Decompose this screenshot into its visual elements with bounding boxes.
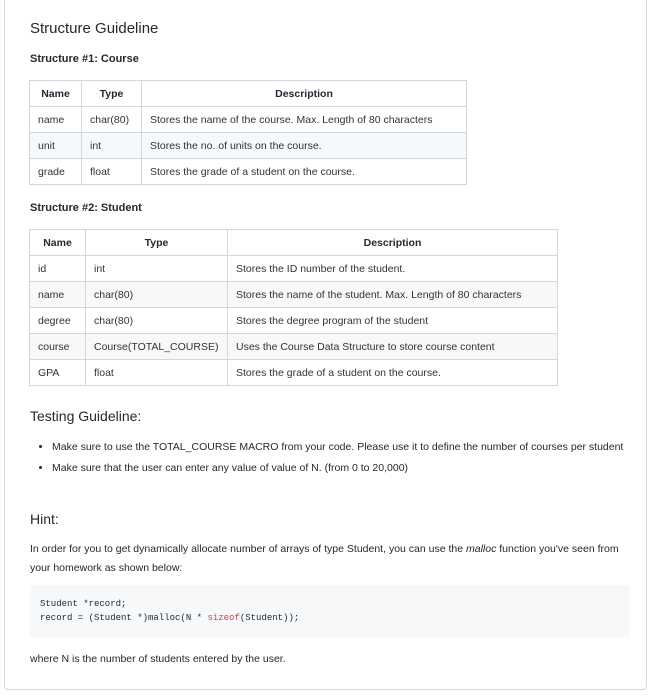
list-item: • Make sure to use the TOTAL_COURSE MACRO from your code. Please use it to define the number of courses per student: [52, 438, 651, 457]
cell: Stores the ID number of the student.: [228, 256, 558, 282]
table-row: [30, 334, 558, 360]
cell: Stores the no. of units on the course.: [142, 133, 467, 159]
table-row: [30, 133, 467, 159]
course-heading: Structure #1: Course: [30, 53, 139, 65]
table-row: [30, 360, 558, 386]
hint-intro: [30, 540, 630, 578]
student-col-name: Name: [30, 230, 86, 256]
cell: degree: [30, 308, 86, 334]
table-row: [30, 107, 467, 133]
cell: float: [86, 360, 228, 386]
cell: float: [82, 159, 142, 185]
code-keyword: sizeof: [207, 613, 240, 623]
cell: int: [82, 133, 142, 159]
student-col-description: Description: [228, 230, 558, 256]
cell: unit: [30, 133, 82, 159]
cell: char(80): [82, 107, 142, 133]
cell: Stores the degree program of the student: [228, 308, 558, 334]
malloc-emphasis: malloc: [466, 543, 497, 555]
code-block: [30, 585, 630, 637]
student-col-type: Type: [86, 230, 228, 256]
code-segment: (Student));: [239, 613, 300, 623]
hint-intro-text-end: function you've seen from your homework as shown below:: [30, 543, 619, 574]
table-row: [30, 282, 558, 308]
cell: Stores the name of the course. Max. Length of 80 characters: [142, 107, 467, 133]
hint-intro-text: In order for you to get dynamically allocate number of arrays of type Student, you can use the: [30, 543, 466, 555]
course-table: [29, 80, 467, 185]
cell: char(80): [86, 308, 228, 334]
course-col-name: Name: [30, 81, 82, 107]
cell: course: [30, 334, 86, 360]
cell: name: [30, 282, 86, 308]
course-col-type: Type: [82, 81, 142, 107]
cell: Stores the name of the student. Max. Length of 80 characters: [228, 282, 558, 308]
hint-heading: Hint:: [30, 511, 59, 527]
cell: grade: [30, 159, 82, 185]
table-row: [30, 159, 467, 185]
hint-outro: where N is the number of students entered by the user.: [30, 653, 286, 665]
course-col-description: Description: [142, 81, 467, 107]
cell: Stores the grade of a student on the course.: [142, 159, 467, 185]
testing-heading: Testing Guideline:: [30, 408, 142, 424]
code-segment: record = (Student *)malloc(N *: [40, 613, 208, 623]
student-table: [29, 229, 558, 386]
testing-list: [30, 438, 651, 480]
cell: name: [30, 107, 82, 133]
cell: int: [86, 256, 228, 282]
cell: Stores the grade of a student on the course.: [228, 360, 558, 386]
cell: char(80): [86, 282, 228, 308]
cell: Uses the Course Data Structure to store course content: [228, 334, 558, 360]
cell: id: [30, 256, 86, 282]
list-item: • Make sure that the user can enter any value of value of N. (from 0 to 20,000): [52, 459, 651, 478]
cell: Course(TOTAL_COURSE): [86, 334, 228, 360]
table-row: [30, 308, 558, 334]
cell: GPA: [30, 360, 86, 386]
code-line: [40, 611, 620, 625]
code-line: Student *record;: [40, 599, 127, 609]
page-title: Structure Guideline: [30, 20, 159, 37]
table-row: [30, 256, 558, 282]
student-heading: Structure #2: Student: [30, 202, 142, 214]
